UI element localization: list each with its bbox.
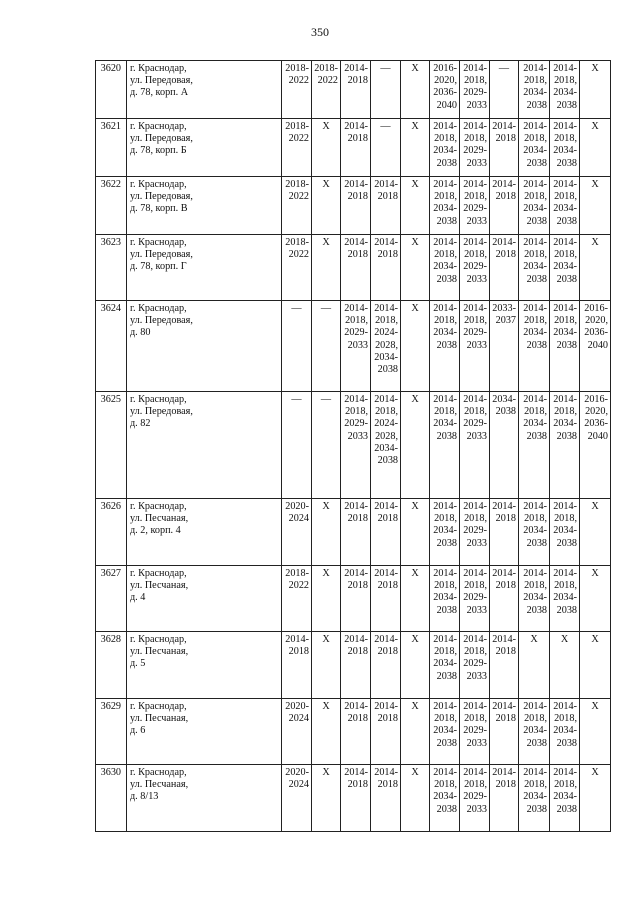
- address-cell: г. Краснодар, ул. Передовая, д. 78, корп. В: [127, 177, 282, 235]
- period-cell: 2014- 2018, 2034- 2038: [430, 699, 460, 765]
- period-cell: 2018- 2022: [312, 61, 341, 119]
- period-cell: 2014- 2018, 2034- 2038: [430, 235, 460, 301]
- period-cell: 2014- 2018, 2034- 2038: [550, 392, 580, 499]
- period-cell: 2014- 2018, 2029- 2033: [460, 301, 490, 392]
- period-cell: Х: [312, 499, 341, 566]
- table-row: [96, 61, 611, 119]
- period-cell: Х: [580, 499, 611, 566]
- period-cell: 2014- 2018, 2029- 2033: [341, 301, 371, 392]
- table-row: [96, 765, 611, 832]
- page-number: 350: [311, 25, 329, 39]
- period-cell: 2014- 2018, 2034- 2038: [519, 765, 550, 832]
- table-row: [96, 235, 611, 301]
- row-number: 3629: [96, 699, 127, 765]
- period-cell: 2014- 2018, 2034- 2038: [519, 392, 550, 499]
- address-cell: г. Краснодар, ул. Передовая, д. 78, корп. Г: [127, 235, 282, 301]
- period-cell: —: [282, 301, 312, 392]
- period-cell: Х: [401, 61, 430, 119]
- period-cell: 2014- 2018, 2029- 2033: [460, 765, 490, 832]
- row-number: 3620: [96, 61, 127, 119]
- period-cell: Х: [312, 632, 341, 699]
- period-cell: 2014- 2018: [371, 765, 401, 832]
- period-cell: Х: [312, 177, 341, 235]
- period-cell: 2014- 2018: [490, 499, 519, 566]
- period-cell: Х: [312, 765, 341, 832]
- period-cell: 2014- 2018, 2034- 2038: [519, 61, 550, 119]
- period-cell: 2016- 2020, 2036- 2040: [430, 61, 460, 119]
- table-body: [96, 61, 611, 832]
- period-cell: Х: [550, 632, 580, 699]
- table-row: [96, 177, 611, 235]
- period-cell: 2014- 2018: [341, 119, 371, 177]
- period-cell: 2014- 2018, 2034- 2038: [519, 119, 550, 177]
- period-cell: 2014- 2018, 2034- 2038: [430, 392, 460, 499]
- period-cell: 2014- 2018, 2034- 2038: [519, 499, 550, 566]
- period-cell: Х: [401, 499, 430, 566]
- period-cell: 2014- 2018: [341, 235, 371, 301]
- period-cell: 2014- 2018, 2029- 2033: [460, 392, 490, 499]
- period-cell: 2014- 2018, 2029- 2033: [341, 392, 371, 499]
- address-cell: г. Краснодар, ул. Песчаная, д. 2, корп. 4: [127, 499, 282, 566]
- period-cell: 2014- 2018: [490, 566, 519, 632]
- period-cell: 2014- 2018: [371, 177, 401, 235]
- period-cell: 2014- 2018, 2034- 2038: [550, 301, 580, 392]
- period-cell: 2033- 2037: [490, 301, 519, 392]
- address-cell: г. Краснодар, ул. Передовая, д. 82: [127, 392, 282, 499]
- address-cell: г. Краснодар, ул. Передовая, д. 78, корп. Б: [127, 119, 282, 177]
- row-number: 3625: [96, 392, 127, 499]
- period-cell: Х: [401, 235, 430, 301]
- address-cell: г. Краснодар, ул. Песчаная, д. 6: [127, 699, 282, 765]
- period-cell: 2018- 2022: [282, 177, 312, 235]
- address-cell: г. Краснодар, ул. Передовая, д. 80: [127, 301, 282, 392]
- row-number: 3622: [96, 177, 127, 235]
- row-number: 3627: [96, 566, 127, 632]
- period-cell: Х: [401, 699, 430, 765]
- period-cell: 2014- 2018, 2034- 2038: [519, 699, 550, 765]
- period-cell: 2014- 2018, 2034- 2038: [430, 177, 460, 235]
- period-cell: 2014- 2018, 2029- 2033: [460, 566, 490, 632]
- period-cell: Х: [401, 765, 430, 832]
- period-cell: Х: [580, 177, 611, 235]
- period-cell: —: [371, 119, 401, 177]
- period-cell: 2020- 2024: [282, 699, 312, 765]
- period-cell: 2014- 2018: [490, 119, 519, 177]
- row-number: 3621: [96, 119, 127, 177]
- period-cell: Х: [580, 632, 611, 699]
- period-cell: 2018- 2022: [282, 119, 312, 177]
- period-cell: 2014- 2018, 2029- 2033: [460, 235, 490, 301]
- period-cell: —: [282, 392, 312, 499]
- period-cell: 2014- 2018, 2034- 2038: [430, 301, 460, 392]
- address-cell: г. Краснодар, ул. Песчаная, д. 5: [127, 632, 282, 699]
- period-cell: 2014- 2018, 2034- 2038: [519, 235, 550, 301]
- period-cell: Х: [580, 699, 611, 765]
- period-cell: 2014- 2018: [341, 61, 371, 119]
- period-cell: Х: [401, 301, 430, 392]
- period-cell: 2016- 2020, 2036- 2040: [580, 392, 611, 499]
- period-cell: Х: [401, 566, 430, 632]
- period-cell: Х: [580, 119, 611, 177]
- period-cell: 2018- 2022: [282, 61, 312, 119]
- period-cell: 2034- 2038: [490, 392, 519, 499]
- table-row: [96, 301, 611, 392]
- period-cell: 2014- 2018, 2029- 2033: [460, 499, 490, 566]
- period-cell: 2014- 2018, 2029- 2033: [460, 177, 490, 235]
- period-cell: 2014- 2018, 2034- 2038: [550, 765, 580, 832]
- period-cell: 2014- 2018, 2034- 2038: [519, 566, 550, 632]
- period-cell: Х: [580, 765, 611, 832]
- period-cell: Х: [401, 632, 430, 699]
- period-cell: Х: [312, 235, 341, 301]
- period-cell: Х: [401, 392, 430, 499]
- period-cell: 2014- 2018, 2034- 2038: [430, 119, 460, 177]
- row-number: 3628: [96, 632, 127, 699]
- period-cell: 2014- 2018: [341, 177, 371, 235]
- period-cell: 2014- 2018: [371, 499, 401, 566]
- period-cell: 2014- 2018, 2034- 2038: [550, 119, 580, 177]
- period-cell: 2014- 2018: [371, 235, 401, 301]
- period-cell: 2014- 2018: [371, 632, 401, 699]
- period-cell: Х: [580, 566, 611, 632]
- period-cell: 2014- 2018, 2029- 2033: [460, 61, 490, 119]
- period-cell: Х: [312, 699, 341, 765]
- period-cell: 2018- 2022: [282, 566, 312, 632]
- period-cell: 2014- 2018, 2034- 2038: [550, 566, 580, 632]
- table-row: [96, 699, 611, 765]
- period-cell: 2014- 2018, 2034- 2038: [430, 765, 460, 832]
- period-cell: —: [312, 392, 341, 499]
- period-cell: Х: [312, 566, 341, 632]
- period-cell: 2014- 2018, 2034- 2038: [430, 566, 460, 632]
- period-cell: Х: [312, 119, 341, 177]
- period-cell: 2014- 2018, 2024- 2028, 2034- 2038: [371, 301, 401, 392]
- row-number: 3624: [96, 301, 127, 392]
- row-number: 3630: [96, 765, 127, 832]
- address-cell: г. Краснодар, ул. Песчаная, д. 4: [127, 566, 282, 632]
- period-cell: 2014- 2018, 2029- 2033: [460, 632, 490, 699]
- period-cell: Х: [401, 119, 430, 177]
- period-cell: 2014- 2018: [490, 699, 519, 765]
- period-cell: 2014- 2018, 2034- 2038: [550, 235, 580, 301]
- row-number: 3623: [96, 235, 127, 301]
- period-cell: 2014- 2018, 2034- 2038: [550, 499, 580, 566]
- table-row: [96, 499, 611, 566]
- period-cell: —: [490, 61, 519, 119]
- period-cell: Х: [580, 235, 611, 301]
- table-row: [96, 119, 611, 177]
- period-cell: 2016- 2020, 2036- 2040: [580, 301, 611, 392]
- period-cell: Х: [580, 61, 611, 119]
- period-cell: 2014- 2018: [371, 566, 401, 632]
- period-cell: 2014- 2018: [341, 699, 371, 765]
- period-cell: Х: [519, 632, 550, 699]
- period-cell: 2014- 2018, 2034- 2038: [430, 632, 460, 699]
- period-cell: 2014- 2018: [490, 632, 519, 699]
- period-cell: Х: [401, 177, 430, 235]
- period-cell: 2020- 2024: [282, 499, 312, 566]
- period-cell: 2014- 2018: [490, 765, 519, 832]
- period-cell: 2014- 2018: [490, 177, 519, 235]
- period-cell: 2014- 2018, 2034- 2038: [550, 177, 580, 235]
- period-cell: 2014- 2018: [341, 632, 371, 699]
- period-cell: 2014- 2018, 2034- 2038: [519, 301, 550, 392]
- period-cell: 2014- 2018, 2024- 2028, 2034- 2038: [371, 392, 401, 499]
- period-cell: 2020- 2024: [282, 765, 312, 832]
- address-cell: г. Краснодар, ул. Песчаная, д. 8/13: [127, 765, 282, 832]
- period-cell: 2014- 2018, 2034- 2038: [519, 177, 550, 235]
- period-cell: —: [371, 61, 401, 119]
- period-cell: 2014- 2018: [341, 499, 371, 566]
- table-row: [96, 632, 611, 699]
- period-cell: 2014- 2018: [341, 765, 371, 832]
- period-cell: 2014- 2018: [341, 566, 371, 632]
- row-number: 3626: [96, 499, 127, 566]
- address-cell: г. Краснодар, ул. Передовая, д. 78, корп. А: [127, 61, 282, 119]
- period-cell: 2014- 2018: [282, 632, 312, 699]
- period-cell: —: [312, 301, 341, 392]
- period-cell: 2014- 2018, 2034- 2038: [550, 61, 580, 119]
- period-cell: 2014- 2018, 2029- 2033: [460, 699, 490, 765]
- period-cell: 2014- 2018, 2034- 2038: [550, 699, 580, 765]
- schedule-table: [95, 60, 611, 832]
- period-cell: 2014- 2018: [371, 699, 401, 765]
- period-cell: 2018- 2022: [282, 235, 312, 301]
- table-row: [96, 566, 611, 632]
- table-row: [96, 392, 611, 499]
- period-cell: 2014- 2018, 2034- 2038: [430, 499, 460, 566]
- period-cell: 2014- 2018: [490, 235, 519, 301]
- period-cell: 2014- 2018, 2029- 2033: [460, 119, 490, 177]
